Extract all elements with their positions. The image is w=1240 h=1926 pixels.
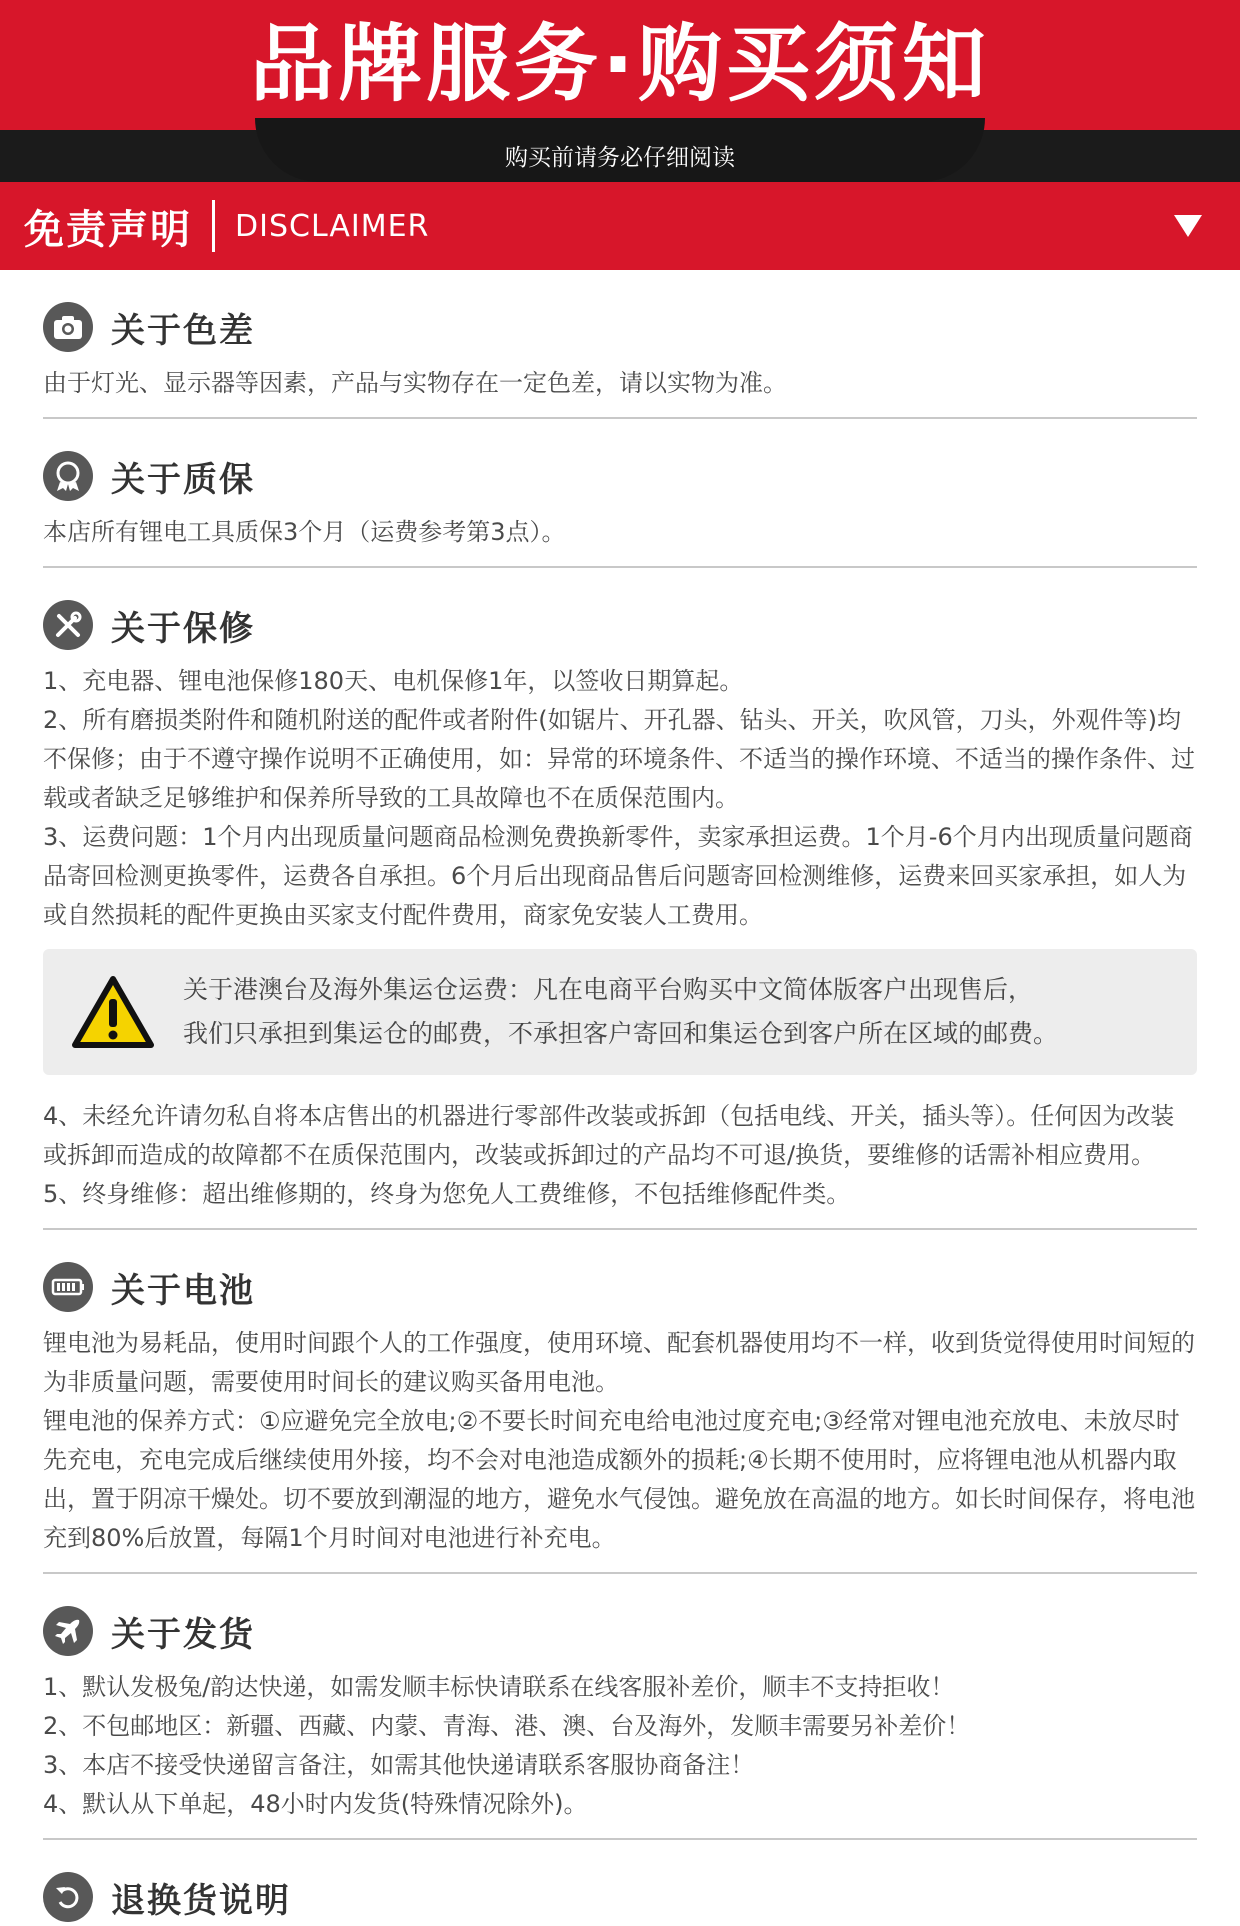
hero-title: 品牌服务·购买须知	[250, 15, 990, 113]
shipping-item-4: 4、默认从下单起，48小时内发货(特殊情况除外)。	[43, 1790, 588, 1818]
return-icon	[43, 1872, 93, 1922]
camera-icon	[43, 302, 93, 352]
disclaimer-title-en: DISCLAIMER	[235, 208, 430, 244]
header-banner	[0, 0, 1240, 182]
tools-icon	[43, 600, 93, 650]
section-title: 关于质保	[111, 459, 255, 500]
section-title: 关于发货	[111, 1614, 255, 1655]
shipping-item-2: 2、不包邮地区：新疆、西藏、内蒙、青海、港、澳、台及海外，发顺丰需要另补差价！	[43, 1712, 971, 1740]
section-shipping	[43, 1602, 1197, 1840]
section-battery	[43, 1258, 1197, 1574]
disclaimer-bar[interactable]	[0, 182, 1240, 270]
notice-line-1: 关于港澳台及海外集运仓运费：凡在电商平台购买中文简体版客户出现售后，	[183, 975, 1034, 1004]
disclaimer-title-cn: 免责声明	[24, 206, 192, 253]
battery-text-2: 锂电池的保养方式：①应避免完全放电;②不要长时间充电给电池过度充电;③经常对锂电池充放电、未放尽时先充电，充电完成后继续使用外接，均不会对电池造成额外的损耗;④长期不使用时，应将锂电池从机器内取出，置于阴凉干燥处。切不要放到潮湿的地方，避免水气侵蚀。避免放在高温的地方。如长时间保存，将电池充到80%后放置，每隔1个月时间对电池进行补充电。	[43, 1407, 1195, 1552]
repair-item-5: 5、终身维修：超出维修期的，终身为您免人工费维修，不包括维修配件类。	[43, 1180, 851, 1208]
section-title: 关于电池	[111, 1270, 255, 1311]
section-header	[43, 1258, 1197, 1316]
airplane-icon	[43, 1606, 93, 1656]
section-color	[43, 298, 1197, 419]
section-header	[43, 298, 1197, 356]
main-content	[0, 298, 1240, 1926]
section-header	[43, 1602, 1197, 1660]
shipping-item-1: 1、默认发极兔/韵达快递，如需发顺丰标快请联系在线客服补差价，顺丰不支持拒收！	[43, 1673, 955, 1701]
triangle-down-icon[interactable]	[1174, 215, 1202, 237]
battery-text-1: 锂电池为易耗品，使用时间跟个人的工作强度，使用环境、配套机器使用均不一样，收到货觉得使用时间短的为非质量问题，需要使用时间长的建议购买备用电池。	[43, 1329, 1195, 1396]
medal-icon	[43, 451, 93, 501]
section-title: 关于色差	[111, 310, 255, 351]
repair-item-4: 4、未经允许请勿私自将本店售出的机器进行零部件改装或拆卸（包括电线、开关，插头等）。任何因为改装或拆卸而造成的故障都不在质保范围内，改装或拆卸过的产品均不可退/换货，要维修的话需补相应费用。	[43, 1102, 1175, 1169]
hero-subtitle: 购买前请务必仔细阅读	[505, 145, 735, 171]
section-title: 关于保修	[111, 608, 255, 649]
section-text: 由于灯光、显示器等因素，产品与实物存在一定色差，请以实物为准。	[43, 369, 787, 397]
section-text: 本店所有锂电工具质保3个月（运费参考第3点）。	[43, 518, 566, 546]
repair-item-2: 2、所有磨损类附件和随机附送的配件或者附件(如锯片、开孔器、钻头、开关，吹风管，刀头，外观件等)均不保修；由于不遵守操作说明不正确使用，如：异常的环境条件、不适当的操作环境、不适当的操作条件、过载或者缺乏足够维护和保养所导致的工具故障也不在质保范围内。	[43, 706, 1195, 812]
shipping-notice-box	[43, 949, 1197, 1075]
section-repair	[43, 596, 1197, 1230]
battery-icon	[43, 1262, 93, 1312]
divider	[212, 200, 215, 252]
notice-line-2: 我们只承担到集运仓的邮费，不承担客户寄回和集运仓到客户所在区域的邮费。	[183, 1019, 1059, 1048]
section-title: 退换货说明	[111, 1880, 291, 1921]
repair-item-3: 3、运费问题：1个月内出现质量问题商品检测免费换新零件，卖家承担运费。1个月-6个月内出现质量问题商品寄回检测更换零件，运费各自承担。6个月后出现商品售后问题寄回检测维修，运费来回买家承担，如人为或自然损耗的配件更换由买家支付配件费用，商家免安装人工费用。	[43, 823, 1193, 929]
section-warranty	[43, 447, 1197, 568]
section-header	[43, 596, 1197, 654]
repair-item-1: 1、充电器、锂电池保修180天、电机保修1年，以签收日期算起。	[43, 667, 744, 695]
section-header	[43, 447, 1197, 505]
shipping-item-3: 3、本店不接受快递留言备注，如需其他快递请联系客服协商备注！	[43, 1751, 755, 1779]
section-returns	[43, 1868, 1197, 1926]
warning-icon	[43, 975, 183, 1049]
